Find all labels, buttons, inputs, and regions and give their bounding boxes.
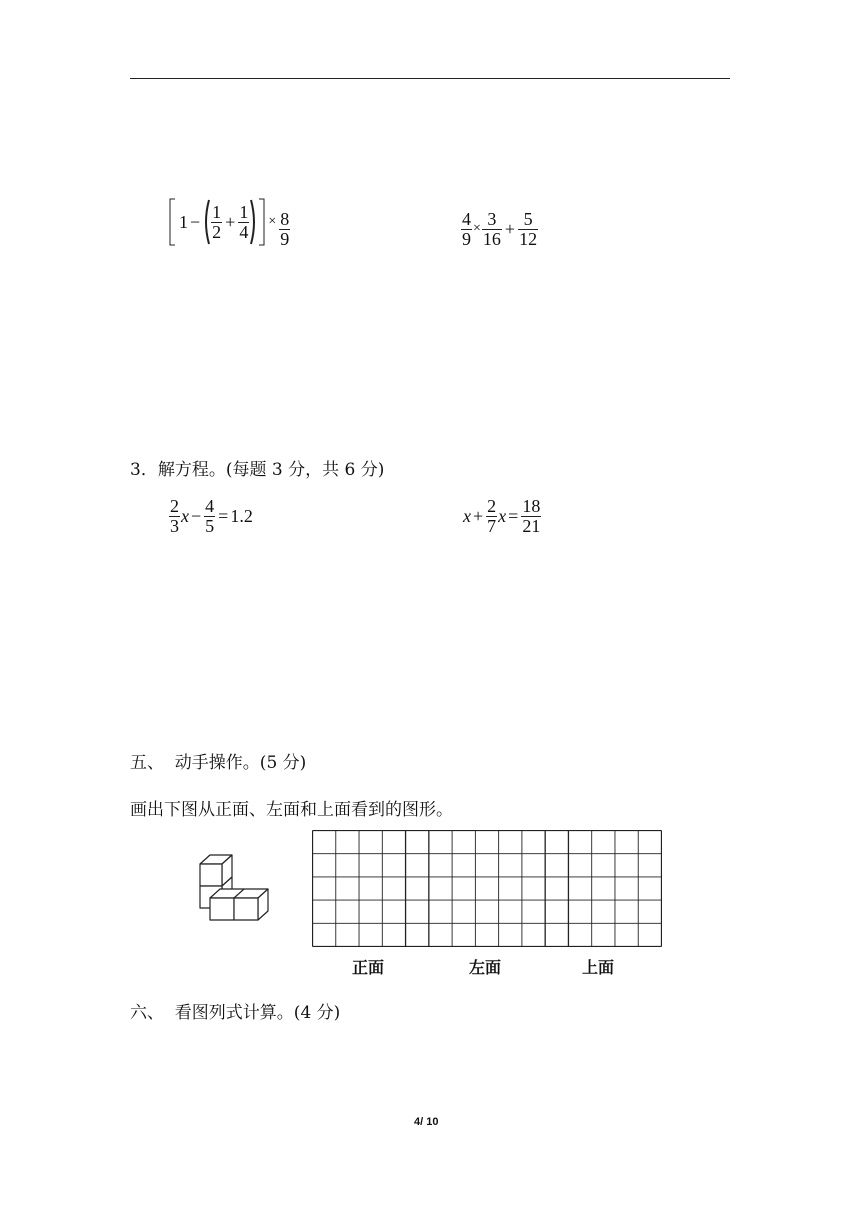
eq2-equals: =: [508, 505, 519, 526]
expr1-one: 1: [179, 211, 188, 232]
eq2-variable-x-2: x: [498, 505, 507, 526]
expr1-fraction-2: $\frac{1}{4}$: [239, 202, 249, 242]
label-top-view: 上面: [582, 960, 615, 977]
eq1-equals: =: [218, 505, 229, 526]
expr2-times: ×: [473, 221, 481, 237]
eq2-variable-x: x: [463, 505, 471, 526]
page-number: 4/ 10: [414, 1116, 439, 1128]
equation-1: [168, 497, 253, 536]
right-square-bracket: [258, 198, 266, 246]
eq2-fraction-2: $\frac{18}{21}$: [522, 496, 541, 536]
expr1-fraction-3: $\frac{8}{9}$: [280, 209, 290, 249]
left-paren: [202, 199, 210, 245]
expression-2: [460, 210, 539, 249]
drawing-grid[interactable]: [312, 830, 662, 947]
eq2-plus: +: [473, 505, 484, 526]
expression-1: [168, 196, 291, 249]
eq2-fraction-1: $\frac{2}{7}$: [487, 496, 497, 536]
expr2-plus: +: [504, 218, 516, 239]
label-left-view: 左面: [469, 960, 502, 977]
expr1-plus: +: [225, 211, 236, 232]
right-paren: [250, 199, 258, 245]
section5-heading: 五、 动手操作。(5 分): [130, 753, 307, 773]
expr2-fraction-3: $\frac{5}{12}$: [519, 209, 538, 249]
equation-2: [463, 497, 542, 536]
expr2-fraction-2: $\frac{3}{16}$: [482, 209, 501, 249]
expr2-fraction-1: $\frac{4}{9}$: [462, 209, 471, 249]
left-square-bracket: [168, 198, 176, 246]
section6-heading: 六、 看图列式计算。(4 分): [130, 1003, 341, 1023]
cube-stack-figure: [192, 852, 272, 928]
eq1-variable-x: x: [181, 505, 189, 526]
eq1-fraction-2: $\frac{4}{5}$: [205, 496, 215, 536]
section5-instruction: 画出下图从正面、左面和上面看到的图形。: [130, 800, 453, 820]
section3-heading: 3．解方程。(每题 3 分，共 6 分): [130, 460, 385, 480]
label-front-view: 正面: [352, 960, 385, 977]
expr1-minus: −: [190, 211, 201, 232]
expr1-times: ×: [268, 214, 277, 230]
eq1-fraction-1: $\frac{2}{3}$: [170, 496, 179, 536]
expr1-fraction-1: $\frac{1}{2}$: [212, 202, 222, 242]
eq1-rhs: 1.2: [230, 505, 253, 526]
header-rule: [130, 78, 730, 79]
eq1-minus: −: [191, 505, 202, 526]
